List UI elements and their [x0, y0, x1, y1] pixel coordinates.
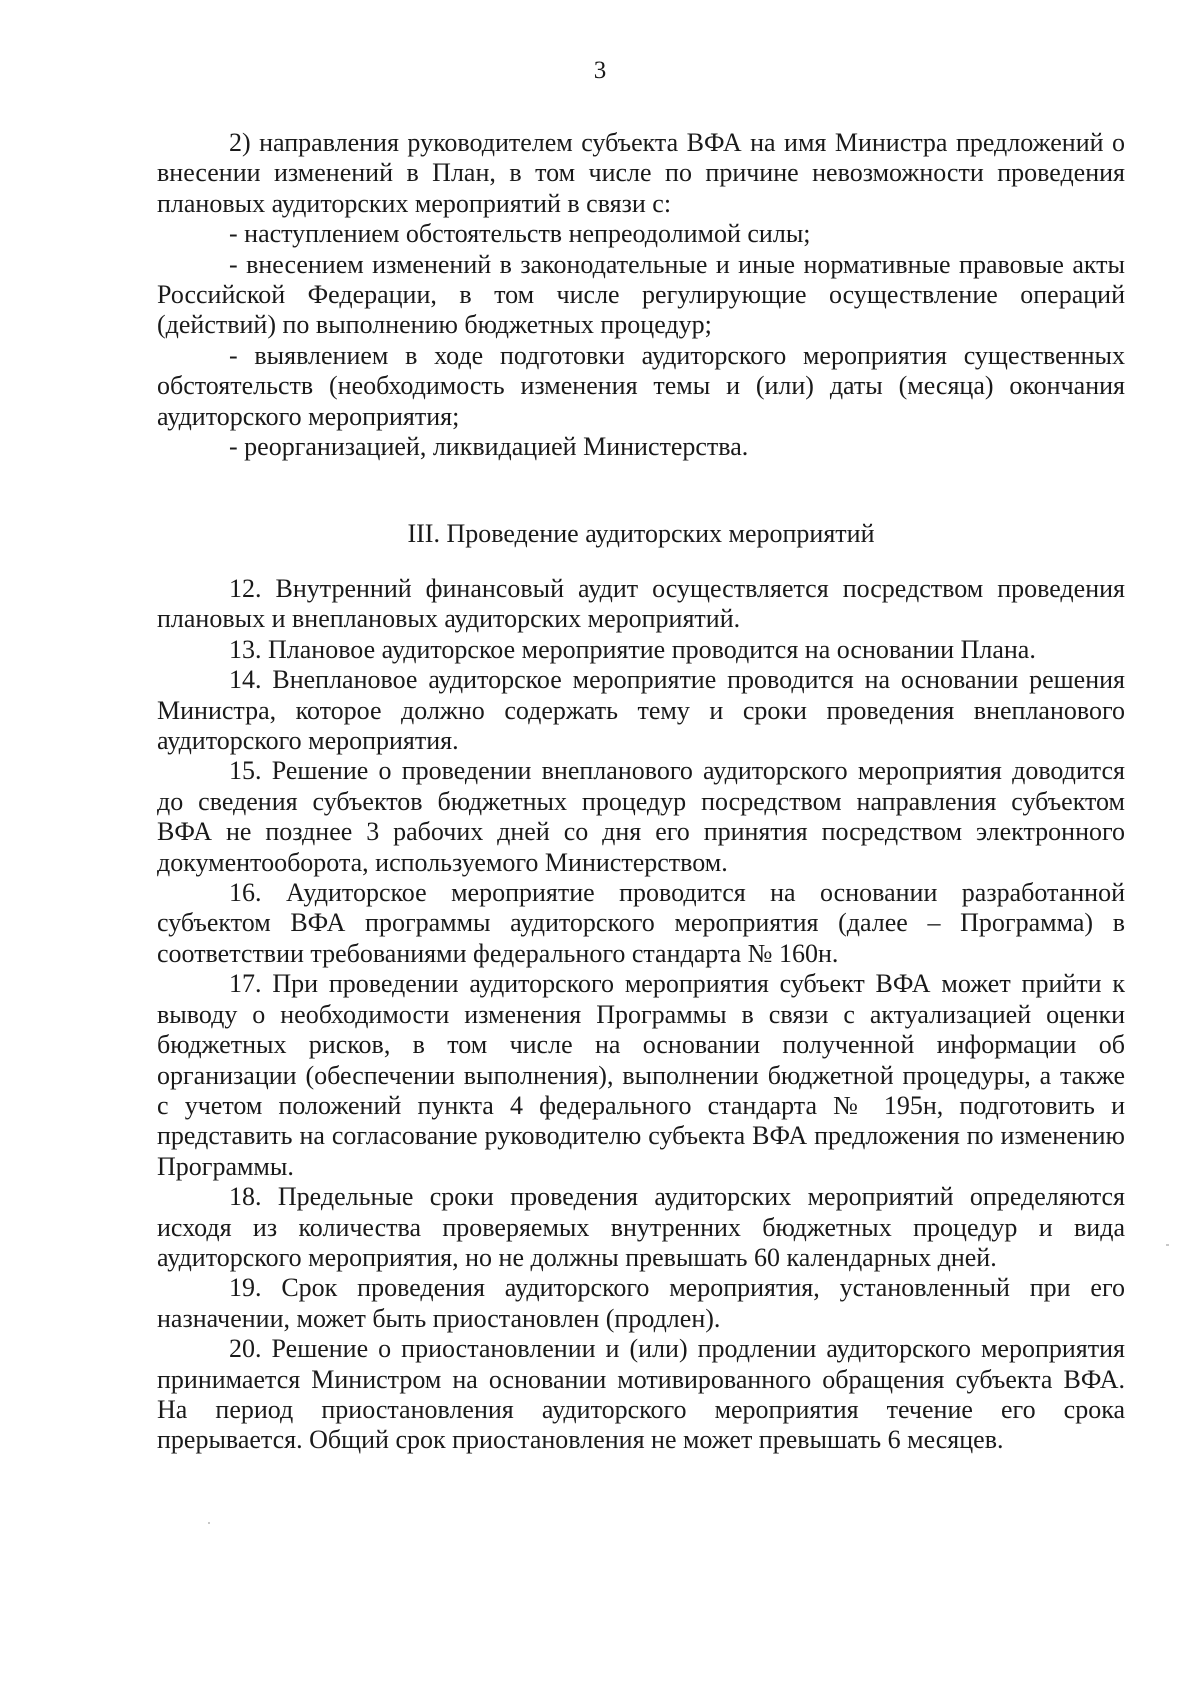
- section-heading: III. Проведение аудиторских мероприятий: [407, 519, 875, 548]
- paragraph-12: 12. Внутренний финансовый аудит осуществляется посредством проведения плановых и внеплановых аудиторских мероприятий.: [157, 574, 1125, 634]
- paragraph-19: 19. Срок проведения аудиторского мероприятия, установленный при его назначении, может быть приостановлен (продлен).: [157, 1273, 1125, 1333]
- main-text-block: [157, 574, 1125, 1456]
- list-item-force-majeure: - наступлением обстоятельств непреодолимой силы;: [229, 219, 811, 249]
- paragraph-2-intro: 2) направления руководителем субъекта ВФА на имя Министра предложений о внесении изменений в План, в том числе по причине невозможности проведения плановых аудиторских мероприятий в связи с:: [157, 128, 1125, 218]
- paragraph-13: 13. Плановое аудиторское мероприятие проводится на основании Плана.: [229, 634, 1036, 664]
- paragraph-20: 20. Решение о приостановлении и (или) продлении аудиторского мероприятия принимается Министром на основании мотивированного обращения субъекта ВФА. На период приостановления аудиторского мероприятия течение его срока прерывается. Общий срок приостановления не может превышать 6 месяцев.: [157, 1334, 1125, 1455]
- paragraph-16: 16. Аудиторское мероприятие проводится на основании разработанной субъектом ВФА программы аудиторского мероприятия (далее – Программа) в соответствии требованиями федерального стандарта № 160н.: [157, 878, 1125, 968]
- scan-speck: [208, 1522, 210, 1524]
- paragraph-17: 17. При проведении аудиторского мероприятия субъект ВФА может прийти к выводу о необходимости изменения Программы в связи с актуализацией оценки бюджетных рисков, в том числе на основании полученной информации об организации (обеспечении выполнения), выполнении бюджетной процедуры, а также с учетом положений пункта 4 федерального стандарта № 195н, подготовить и представить на согласование руководителю субъекта ВФА предложения по изменению Программы.: [157, 969, 1125, 1181]
- list-item-reorganization: - реорганизацией, ликвидацией Министерства.: [229, 432, 749, 462]
- page-number: 3: [593, 57, 607, 84]
- paragraph-14: 14. Внеплановое аудиторское мероприятие проводится на основании решения Министра, которое должно содержать тему и сроки проведения внепланового аудиторского мероприятия.: [157, 665, 1125, 756]
- paragraph-18: 18. Предельные сроки проведения аудиторских мероприятий определяются исходя из количества проверяемых внутренних бюджетных процедур и вида аудиторского мероприятия, но не должны превышать 60 календарных дней.: [157, 1182, 1125, 1272]
- list-item-legislation-changes: - внесением изменений в законодательные и иные нормативные правовые акты Российской Федерации, в том числе регулирующие осуществление операций (действий) по выполнению бюджетных процедур;: [157, 249, 1125, 340]
- scan-speck: [1166, 1244, 1169, 1246]
- top-text-block: [157, 128, 1125, 462]
- paragraph-15: 15. Решение о проведении внепланового аудиторского мероприятия доводится до сведения субъектов бюджетных процедур посредством направления субъектом ВФА не позднее 3 рабочих дней со дня его принятия посредством электронного документооборота, используемого Министерством.: [157, 756, 1125, 877]
- list-item-essential-circumstances: - выявлением в ходе подготовки аудиторского мероприятия существенных обстоятельств (необходимость изменения темы и (или) даты (месяца) окончания аудиторского мероприятия;: [157, 340, 1125, 431]
